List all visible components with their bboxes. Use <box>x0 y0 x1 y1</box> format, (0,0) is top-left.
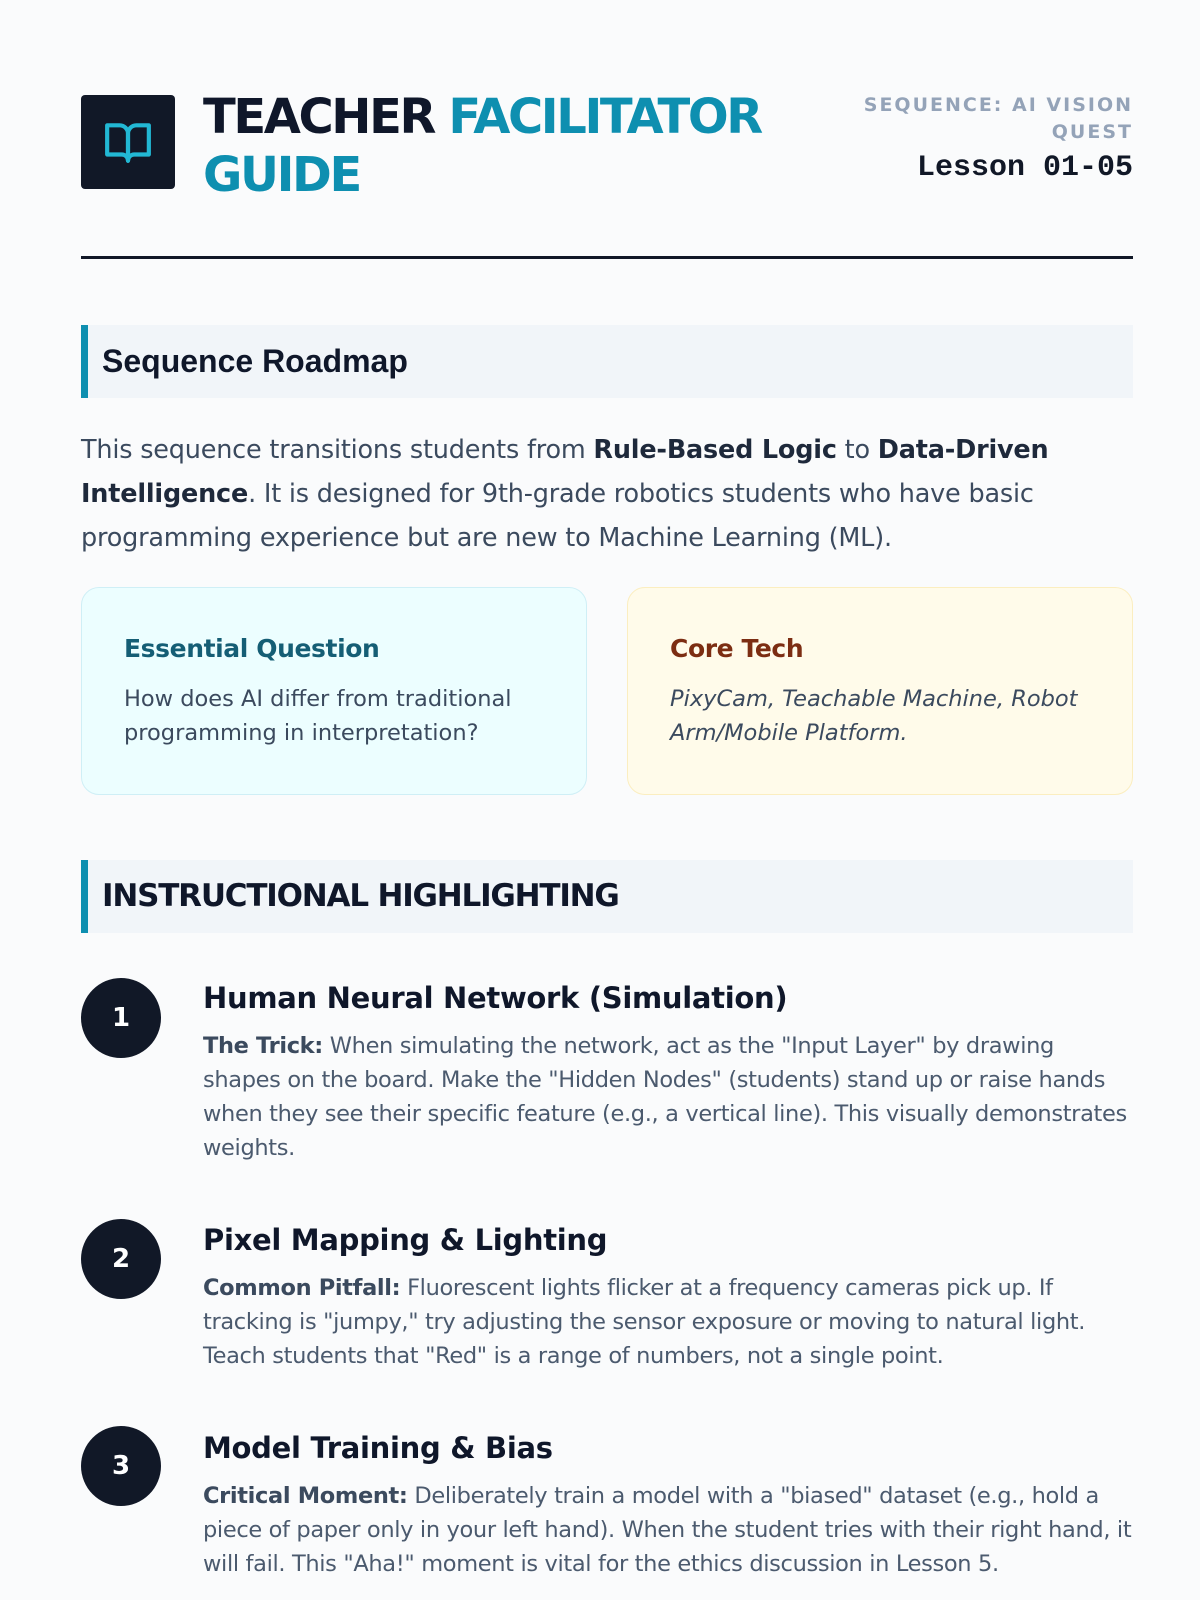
core-tech-title: Core Tech <box>670 634 804 663</box>
step-body: Deliberately train a model with a "biased" dataset (e.g., hold a piece of paper only in your left hand). When the student tries with their right hand, it will fail. This "Aha!" moment is vital for the ethics discussion in Lesson 5. <box>203 1483 1132 1577</box>
step-body: When simulating the network, act as the "Input Layer" by drawing shapes on the board. Make the "Hidden Nodes" (students) stand up or raise hands when they see their specific feature (e.g., a vertical line). This visually demonstrates weights. <box>203 1033 1127 1161</box>
step-title: Human Neural Network (Simulation) <box>203 981 788 1015</box>
title-primary: TEACHER <box>203 89 449 145</box>
step-lead: Critical Moment: <box>203 1483 408 1509</box>
guide-header <box>81 88 1133 203</box>
step-description <box>203 1029 1133 1165</box>
sequence-meta <box>833 92 1133 185</box>
essential-question-text: How does AI differ from traditional programming in interpretation? <box>124 686 512 746</box>
roadmap-section-header <box>81 325 1133 398</box>
sequence-label: SEQUENCE: AI VISION QUEST <box>863 94 1133 143</box>
header-divider <box>81 256 1133 259</box>
title-accent: FACILITATOR GUIDE <box>203 89 761 203</box>
step-title: Model Training & Bias <box>203 1431 553 1465</box>
step-number-badge: 2 <box>81 1219 161 1299</box>
instructional-section-header <box>81 860 1133 933</box>
step-description <box>203 1271 1133 1373</box>
page-title <box>203 88 843 204</box>
intro-text: This sequence transitions students from <box>81 435 594 465</box>
step-lead: Common Pitfall: <box>203 1275 401 1301</box>
step-body: Fluorescent lights flicker at a frequency cameras pick up. If tracking is "jumpy," try adjusting the sensor exposure or moving to natural light. Teach students that "Red" is a range of numbers, not a single point. <box>203 1275 1086 1369</box>
book-open-icon <box>81 95 175 189</box>
instructional-heading: INSTRUCTIONAL HIGHLIGHTING <box>102 878 619 914</box>
step-number-badge: 3 <box>81 1426 161 1506</box>
step-title: Pixel Mapping & Lighting <box>203 1223 608 1257</box>
intro-bold-data-driven: Data-Driven Intelligence <box>81 435 1049 509</box>
roadmap-intro <box>81 428 1133 560</box>
step-lead: The Trick: <box>203 1033 323 1059</box>
intro-text: . It is designed for 9th-grade robotics students who have basic programming experience but are new to Machine Learning (ML). <box>81 479 1034 553</box>
essential-question-card <box>81 587 587 795</box>
essential-question-title: Essential Question <box>124 634 380 663</box>
roadmap-heading: Sequence Roadmap <box>102 343 408 379</box>
lesson-range: Lesson 01-05 <box>916 151 1133 185</box>
intro-bold-rule-based: Rule-Based Logic <box>593 435 837 465</box>
step-description <box>203 1479 1133 1581</box>
step-number-badge: 1 <box>81 978 161 1058</box>
intro-text: to <box>836 435 878 465</box>
core-tech-text: PixyCam, Teachable Machine, Robot Arm/Mobile Platform. <box>670 686 1078 746</box>
core-tech-card <box>627 587 1133 795</box>
